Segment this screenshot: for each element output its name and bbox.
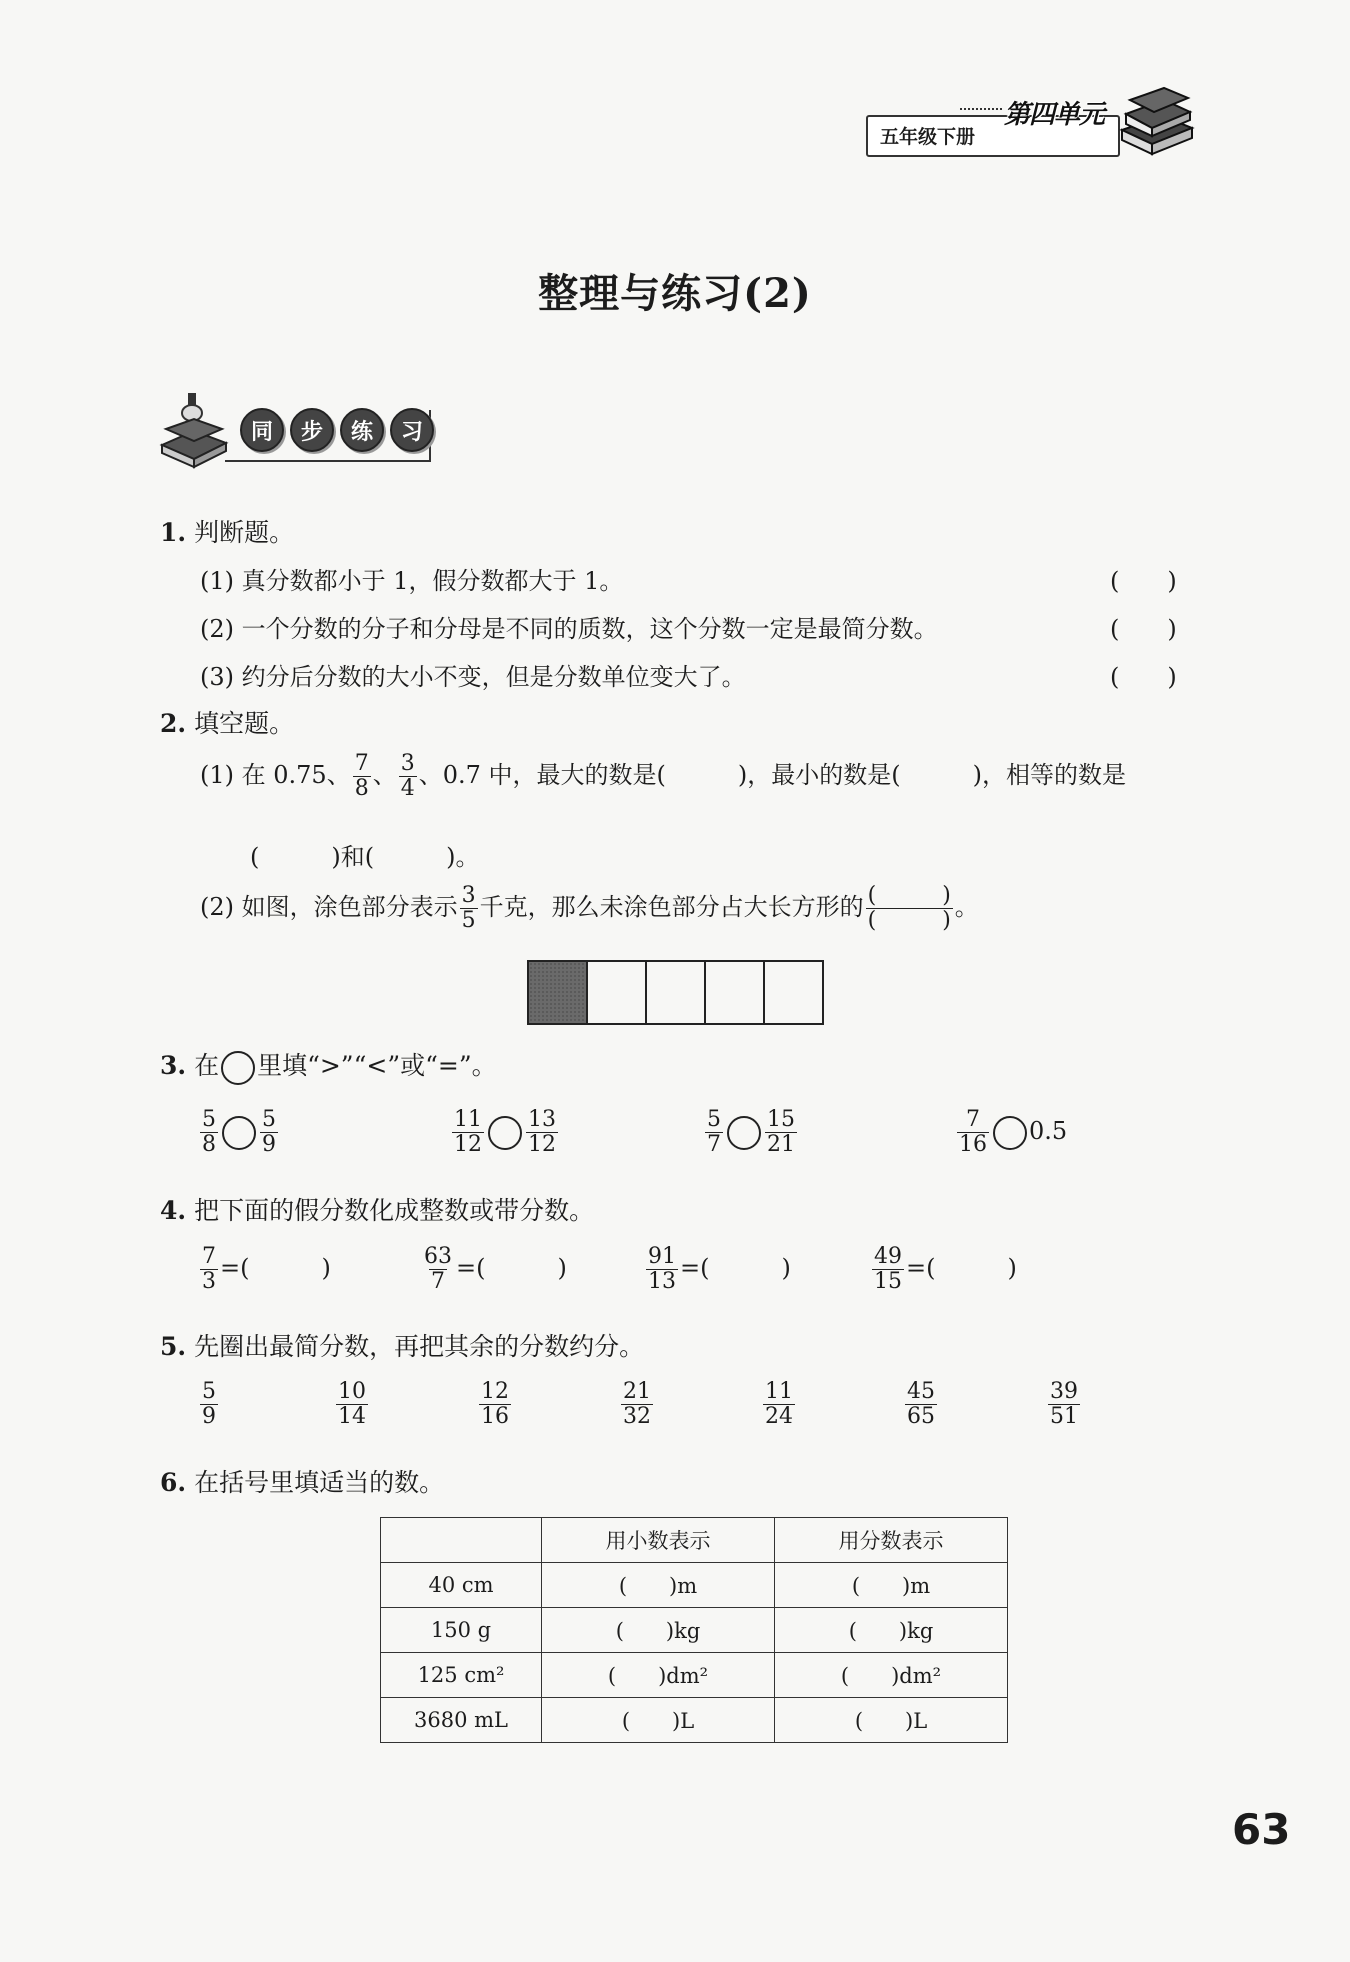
q4-item-4 xyxy=(870,1245,1017,1294)
q2-number: 2. xyxy=(160,709,187,738)
fraction xyxy=(200,1108,218,1157)
q3-item-2 xyxy=(450,1108,560,1157)
numerator: 7 xyxy=(354,751,369,776)
denominator: 16 xyxy=(481,1404,509,1430)
denominator: 7 xyxy=(707,1132,721,1158)
empty-cell xyxy=(645,962,704,1023)
numerator: 5 xyxy=(202,1107,216,1132)
q5-fraction[interactable] xyxy=(334,1380,370,1429)
numerator: 63 xyxy=(424,1244,452,1269)
q5-fraction[interactable] xyxy=(903,1380,939,1429)
denominator: 65 xyxy=(907,1404,935,1430)
table-cell-fraction[interactable]: ( )dm² xyxy=(775,1653,1008,1698)
q4-number: 4. xyxy=(160,1196,187,1225)
compare-circle[interactable] xyxy=(727,1116,761,1150)
unit-label: 第四单元 xyxy=(1004,100,1105,130)
fraction xyxy=(905,1380,937,1429)
numerator: 13 xyxy=(528,1107,556,1132)
q6-text: 在括号里填适当的数。 xyxy=(194,1468,445,1497)
numerator: 91 xyxy=(648,1244,676,1269)
denominator: 7 xyxy=(431,1269,445,1295)
answer-blank[interactable]: =( ) xyxy=(220,1254,331,1283)
q2-text: 填空题。 xyxy=(194,709,295,738)
q5-number: 5. xyxy=(160,1332,187,1361)
q1-answer-1[interactable]: ( ) xyxy=(1110,567,1177,595)
q1-heading xyxy=(160,513,294,549)
denominator: 24 xyxy=(765,1404,793,1430)
table-header-row xyxy=(381,1518,1008,1563)
denominator: 21 xyxy=(767,1132,795,1158)
table-row xyxy=(381,1563,1008,1608)
denominator: 51 xyxy=(1050,1404,1078,1430)
decimal-value: 0.5 xyxy=(1029,1117,1068,1146)
table-cell-quantity: 3680 mL xyxy=(381,1698,542,1743)
table-cell-decimal[interactable]: ( )L xyxy=(542,1698,775,1743)
empty-cell xyxy=(586,962,645,1023)
numerator: 11 xyxy=(765,1379,793,1404)
page-title: 整理与练习(2) xyxy=(538,270,812,317)
compare-circle[interactable] xyxy=(993,1116,1027,1150)
q1-item-2: (2) 一个分数的分子和分母是不同的质数，这个分数一定是最简分数。 xyxy=(200,615,938,643)
denominator: 5 xyxy=(461,908,476,934)
fraction xyxy=(200,1245,218,1294)
compare-circle[interactable] xyxy=(488,1116,522,1150)
q5-fraction[interactable] xyxy=(198,1380,220,1429)
fraction xyxy=(646,1245,678,1294)
q6-number: 6. xyxy=(160,1468,187,1497)
table-header-cell: 用小数表示 xyxy=(542,1518,775,1563)
fraction xyxy=(399,752,417,801)
answer-fraction[interactable] xyxy=(866,884,953,933)
numerator: 45 xyxy=(907,1379,935,1404)
q4-item-1 xyxy=(198,1245,331,1294)
q3-item-1 xyxy=(198,1108,280,1157)
conversion-table xyxy=(380,1517,1008,1743)
fraction xyxy=(260,1108,278,1157)
q2-part-1-line2[interactable]: ( )和( )。 xyxy=(250,843,480,871)
numerator: 3 xyxy=(461,883,476,908)
denominator: 16 xyxy=(959,1132,987,1158)
q5-fraction[interactable] xyxy=(761,1380,797,1429)
table-cell-fraction[interactable]: ( )L xyxy=(775,1698,1008,1743)
section-char: 练 xyxy=(340,408,384,452)
denominator: 4 xyxy=(400,776,415,802)
q2-p1-a: (1) 在 0.75、 xyxy=(200,761,351,790)
q2-part-2 xyxy=(200,884,979,933)
denominator: 14 xyxy=(338,1404,366,1430)
table-cell-fraction[interactable]: ( )kg xyxy=(775,1608,1008,1653)
fraction xyxy=(621,1380,653,1429)
section-char: 习 xyxy=(390,408,434,452)
q6-heading xyxy=(160,1463,444,1499)
denominator: 9 xyxy=(202,1404,216,1430)
denominator: 8 xyxy=(202,1132,216,1158)
denominator: 15 xyxy=(874,1269,902,1295)
numerator: 21 xyxy=(623,1379,651,1404)
section-char: 步 xyxy=(290,408,334,452)
fraction xyxy=(336,1380,368,1429)
fraction xyxy=(200,1380,218,1429)
numerator: 10 xyxy=(338,1379,366,1404)
q4-item-3 xyxy=(644,1245,791,1294)
fraction xyxy=(452,1108,484,1157)
denominator: 9 xyxy=(262,1132,276,1158)
numerator: 5 xyxy=(707,1107,721,1132)
q3-pre: 在 xyxy=(194,1051,220,1080)
table-header-cell xyxy=(381,1518,542,1563)
answer-blank[interactable]: =( ) xyxy=(906,1254,1017,1283)
section-heading xyxy=(240,408,434,452)
compare-circle[interactable] xyxy=(222,1116,256,1150)
q3-item-4 xyxy=(955,1108,1067,1157)
q1-number: 1. xyxy=(160,518,187,547)
q2-heading xyxy=(160,704,294,740)
q1-answer-3[interactable]: ( ) xyxy=(1110,663,1177,691)
answer-blank[interactable]: =( ) xyxy=(456,1254,567,1283)
q2-p2-end: 。 xyxy=(954,893,979,922)
numerator: 7 xyxy=(202,1244,216,1269)
q3-post: 里填“>”“<”或“=”。 xyxy=(257,1051,497,1080)
q5-fraction[interactable] xyxy=(619,1380,655,1429)
numerator: 12 xyxy=(481,1379,509,1404)
q2-p1-sep1: 、 xyxy=(372,761,397,790)
table-cell-fraction[interactable]: ( )m xyxy=(775,1563,1008,1608)
q4-heading xyxy=(160,1191,594,1227)
denominator: 8 xyxy=(354,776,369,802)
table-row xyxy=(381,1653,1008,1698)
q1-text: 判断题。 xyxy=(194,518,295,547)
q1-item-1: (1) 真分数都小于 1，假分数都大于 1。 xyxy=(200,567,624,595)
q3-number: 3. xyxy=(160,1051,187,1080)
q2-part-1 xyxy=(200,752,1126,801)
shaded-cell xyxy=(529,962,586,1023)
section-char: 同 xyxy=(240,408,284,452)
fraction xyxy=(872,1245,904,1294)
numerator: 11 xyxy=(454,1107,482,1132)
q4-text: 把下面的假分数化成整数或带分数。 xyxy=(194,1196,595,1225)
q3-item-3 xyxy=(703,1108,799,1157)
fraction xyxy=(765,1108,797,1157)
numerator: 7 xyxy=(966,1107,980,1132)
q5-text: 先圈出最简分数，再把其余的分数约分。 xyxy=(194,1332,645,1361)
q1-answer-2[interactable]: ( ) xyxy=(1110,615,1177,643)
q4-item-2 xyxy=(420,1245,567,1294)
denominator: 13 xyxy=(648,1269,676,1295)
q2-p2-b: 千克，那么未涂色部分占大长方形的 xyxy=(479,893,864,922)
fraction xyxy=(957,1108,989,1157)
section-books-icon xyxy=(158,393,230,475)
table-cell-decimal[interactable]: ( )kg xyxy=(542,1608,775,1653)
empty-cell xyxy=(704,962,763,1023)
denominator: 12 xyxy=(528,1132,556,1158)
fraction xyxy=(526,1108,558,1157)
empty-cell xyxy=(763,962,822,1023)
books-icon xyxy=(1116,86,1196,162)
numerator: 3 xyxy=(400,751,415,776)
fraction xyxy=(460,884,478,933)
answer-numerator[interactable]: ( ) xyxy=(867,883,951,908)
q5-fraction[interactable] xyxy=(477,1380,513,1429)
q2-p2-a: (2) 如图，涂色部分表示 xyxy=(200,893,458,922)
q1-item-3: (3) 约分后分数的大小不变，但是分数单位变大了。 xyxy=(200,663,746,691)
table-cell-quantity: 150 g xyxy=(381,1608,542,1653)
q3-heading xyxy=(160,1046,497,1085)
circle-icon xyxy=(221,1051,255,1085)
answer-blank[interactable]: =( ) xyxy=(680,1254,791,1283)
fraction xyxy=(1048,1380,1080,1429)
numerator: 49 xyxy=(874,1244,902,1269)
denominator: 12 xyxy=(454,1132,482,1158)
fraction xyxy=(353,752,371,801)
numerator: 39 xyxy=(1050,1379,1078,1404)
table-header-cell: 用分数表示 xyxy=(775,1518,1008,1563)
denominator: 3 xyxy=(202,1269,216,1295)
header-dotline xyxy=(960,108,1002,110)
table-cell-quantity: 125 cm² xyxy=(381,1653,542,1698)
q5-heading xyxy=(160,1327,644,1363)
denominator: 32 xyxy=(623,1404,651,1430)
grade-label: 五年级下册 xyxy=(880,126,976,148)
numerator: 5 xyxy=(262,1107,276,1132)
numerator: 5 xyxy=(202,1379,216,1404)
page-number: 63 xyxy=(1232,1805,1291,1854)
table-cell-decimal[interactable]: ( )m xyxy=(542,1563,775,1608)
fraction xyxy=(705,1108,723,1157)
table-row xyxy=(381,1698,1008,1743)
q5-fraction[interactable] xyxy=(1046,1380,1082,1429)
q2-p1-rest[interactable]: 、0.7 中，最大的数是( )，最小的数是( )，相等的数是 xyxy=(418,761,1126,790)
answer-denominator[interactable]: ( ) xyxy=(867,908,951,934)
table-row xyxy=(381,1608,1008,1653)
fraction xyxy=(479,1380,511,1429)
shaded-rectangle-figure xyxy=(527,960,824,1025)
table-cell-quantity: 40 cm xyxy=(381,1563,542,1608)
fraction xyxy=(422,1245,454,1294)
table-cell-decimal[interactable]: ( )dm² xyxy=(542,1653,775,1698)
numerator: 15 xyxy=(767,1107,795,1132)
fraction xyxy=(763,1380,795,1429)
